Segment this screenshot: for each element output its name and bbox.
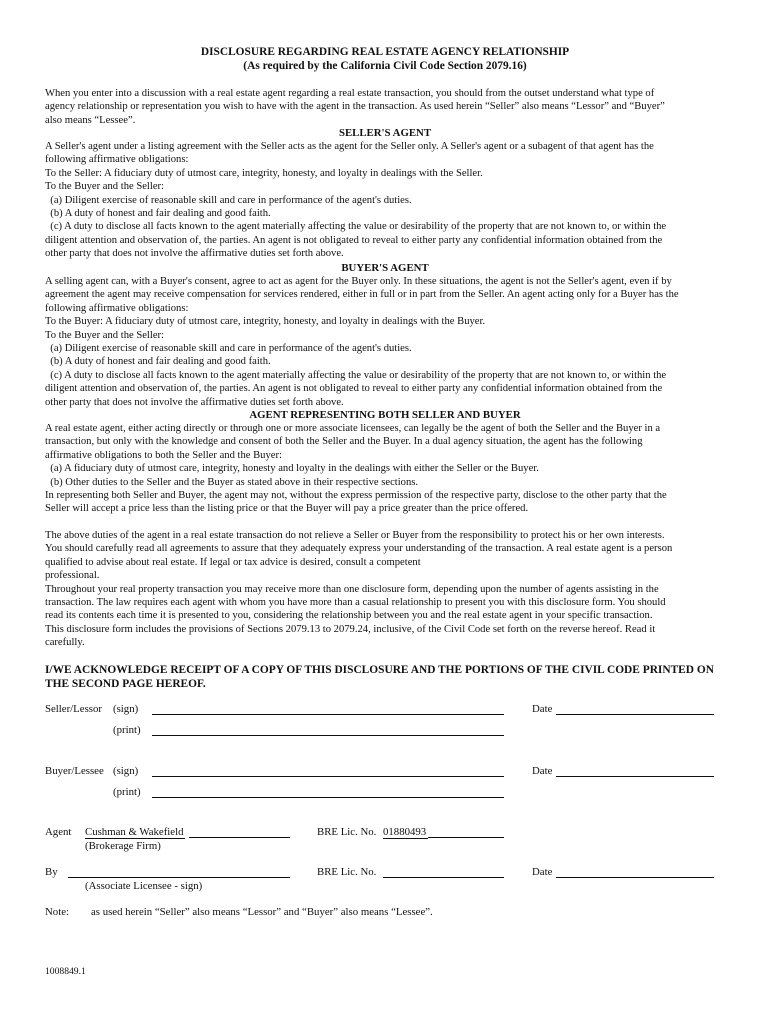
text-line: Throughout your real property transaction you may receive more than one disclosure form, depending upon the number of agents assisting in the (45, 583, 659, 595)
buyers-agent-paragraph (45, 275, 730, 409)
buyer-print-label: (print) (113, 786, 141, 798)
agent-firm-field[interactable] (85, 826, 185, 838)
text-line: In representing both Seller and Buyer, the agent may not, without the express permission of the respective party, disclose to the other party that the (45, 490, 667, 502)
bre-number-underline (428, 837, 504, 838)
buyer-date-label: Date (532, 765, 553, 777)
text-line: (b) Other duties to the Seller and the Buyer as stated above in their respective sections. (45, 476, 419, 488)
text-line: (b) A duty of honest and fair dealing and good faith. (45, 356, 271, 368)
text-line: To the Buyer and the Seller: (45, 329, 164, 341)
seller-print-label: (print) (113, 724, 141, 736)
intro-paragraph (45, 87, 730, 127)
text-line: transaction. The law requires each agent with whom you have more than a casual relationship to present you with this disclosure form. You should (45, 597, 666, 609)
text-line: also means “Lessee”. (45, 114, 136, 126)
by-label: By (45, 866, 58, 878)
by-date-field[interactable] (556, 877, 714, 878)
text-line: (a) Diligent exercise of reasonable skill and care in performance of the agent's duties. (45, 194, 412, 206)
seller-lessor-label: Seller/Lessor (45, 703, 102, 715)
text-line: following affirmative obligations: (45, 154, 189, 166)
text-line: THE SECOND PAGE HEREOF. (45, 678, 206, 690)
text-line: diligent attention and observation of, the parties. An agent is not obligated to reveal to either party any confidential information obtained from the (45, 383, 663, 395)
sellers-agent-paragraph (45, 140, 730, 261)
text-line: transaction, but only with the knowledge and consent of both the Seller and the Buyer. In a dual agency situation, the agent has the following (45, 436, 643, 448)
buyer-sign-field[interactable] (152, 776, 504, 777)
seller-date-field[interactable] (556, 714, 714, 715)
text-line: following affirmative obligations: (45, 302, 189, 314)
text-line: When you enter into a discussion with a real estate agent regarding a real estate transaction, you should from the outset understand what type of (45, 88, 655, 99)
brokerage-firm-label: (Brokerage Firm) (85, 840, 161, 852)
buyer-sign-label: (sign) (113, 765, 139, 777)
agent-label: Agent (45, 826, 72, 838)
text-line: (a) Diligent exercise of reasonable skill and care in performance of the agent's duties. (45, 343, 412, 355)
text-line: other party that does not involve the affirmative duties set forth above. (45, 248, 344, 260)
both-agent-paragraph (45, 422, 730, 516)
text-line: (b) A duty of honest and fair dealing and good faith. (45, 208, 271, 220)
text-line: A real estate agent, either acting directly or through one or more associate licensees, can legally be the agent of both the Seller and the Buyer in a (45, 423, 661, 434)
text-line: To the Buyer: A fiduciary duty of utmost care, integrity, honesty, and loyalty in dealings with the Buyer. (45, 316, 486, 328)
text-line: To the Seller: A fiduciary duty of utmost care, integrity, honesty, and loyalty in dealings with the Seller. (45, 167, 483, 179)
text-line: I/WE ACKNOWLEDGE RECEIPT OF A COPY OF THIS DISCLOSURE AND THE PORTIONS OF THE CIVIL CODE PRINTED ON (45, 664, 714, 676)
text-line: agreement the agent may receive compensation for services rendered, either in full or in part from the Seller. An agent acting only for a Buyer has the (45, 289, 679, 301)
acknowledge-statement (45, 663, 735, 691)
bre-number-field[interactable] (383, 826, 428, 838)
text-line: read its contents each time it is presented to you, considering the relationship between you and the real estate agent in your specific transaction. (45, 610, 653, 622)
seller-print-field[interactable] (152, 735, 504, 736)
text-line: You should carefully read all agreements to assure that they adequately express your understanding of the transaction. A real estate agent is a person (45, 543, 673, 555)
by-date-label: Date (532, 866, 553, 878)
note-text: as used herein “Seller” also means “Lessor” and “Buyer” also means “Lessee”. (91, 906, 433, 918)
agent-firm-value: Cushman & Wakefield (85, 826, 184, 838)
text-line: (c) A duty to disclose all facts known to the agent materially affecting the value or desirability of the property that are not known to, or within the (45, 221, 667, 233)
text-line: other party that does not involve the affirmative duties set forth above. (45, 396, 344, 408)
bre-lic-label: BRE Lic. No. (317, 826, 377, 838)
text-line: affirmative obligations to both the Seller and the Buyer: (45, 449, 282, 461)
associate-licensee-label: (Associate Licensee - sign) (85, 880, 203, 892)
text-line: Seller will accept a price less than the listing price or that the Buyer will pay a price greater than the price offered. (45, 503, 529, 515)
duties-paragraph (45, 529, 730, 650)
text-line: A Seller's agent under a listing agreement with the Seller acts as the agent for the Seller only. A Seller's agent or a subagent of that agent has the (45, 141, 654, 152)
by-bre-lic-label: BRE Lic. No. (317, 866, 377, 878)
text-line: (a) A fiduciary duty of utmost care, integrity, honesty and loyalty in the dealings with either the Seller or the Buyer. (45, 463, 539, 475)
buyers-agent-heading: BUYER'S AGENT (341, 262, 429, 274)
sellers-agent-heading: SELLER'S AGENT (338, 127, 432, 139)
buyer-lessee-label: Buyer/Lessee (45, 765, 104, 777)
note-label: Note: (45, 906, 69, 918)
buyer-date-field[interactable] (556, 776, 714, 777)
text-line: qualified to advise about real estate. If legal or tax advice is desired, consult a competent (45, 556, 421, 568)
text-line: To the Buyer and the Seller: (45, 181, 164, 193)
by-bre-number-field[interactable] (383, 877, 504, 878)
bre-number-value: 01880493 (383, 826, 427, 838)
both-agent-heading: AGENT REPRESENTING BOTH SELLER AND BUYER (249, 409, 521, 421)
text-line: diligent attention and observation of, the parties. An agent is not obligated to reveal to either party any confidential information obtained from the (45, 234, 663, 246)
text-line: A selling agent can, with a Buyer's consent, agree to act as agent for the Buyer only. In these situations, the agent is not the Seller's agent, even if by (45, 276, 672, 287)
text-line: agency relationship or representation you wish to have with the agent in the transaction. As used herein “Seller” also means “Lessor” and “Buyer” (45, 101, 665, 113)
form-number: 1008849.1 (45, 966, 86, 977)
text-line: professional. (45, 570, 100, 582)
document-subtitle: (As required by the California Civil Code Section 2079.16) (243, 60, 527, 72)
associate-sign-field[interactable] (68, 877, 290, 878)
document-title: DISCLOSURE REGARDING REAL ESTATE AGENCY RELATIONSHIP (200, 46, 570, 58)
text-line: The above duties of the agent in a real estate transaction do not relieve a Seller or Buyer from the responsibility to protect his or her own interests. (45, 530, 665, 541)
seller-sign-field[interactable] (152, 714, 504, 715)
text-line: carefully. (45, 637, 85, 649)
text-line: (c) A duty to disclose all facts known to the agent materially affecting the value or desirability of the property that are not known to, or within the (45, 369, 667, 381)
buyer-print-field[interactable] (152, 797, 504, 798)
text-line: This disclosure form includes the provisions of Sections 2079.13 to 2079.24, inclusive, of the Civil Code set forth on the reverse hereof. Read it (45, 623, 656, 635)
seller-date-label: Date (532, 703, 553, 715)
agent-firm-underline (189, 837, 290, 838)
seller-sign-label: (sign) (113, 703, 139, 715)
